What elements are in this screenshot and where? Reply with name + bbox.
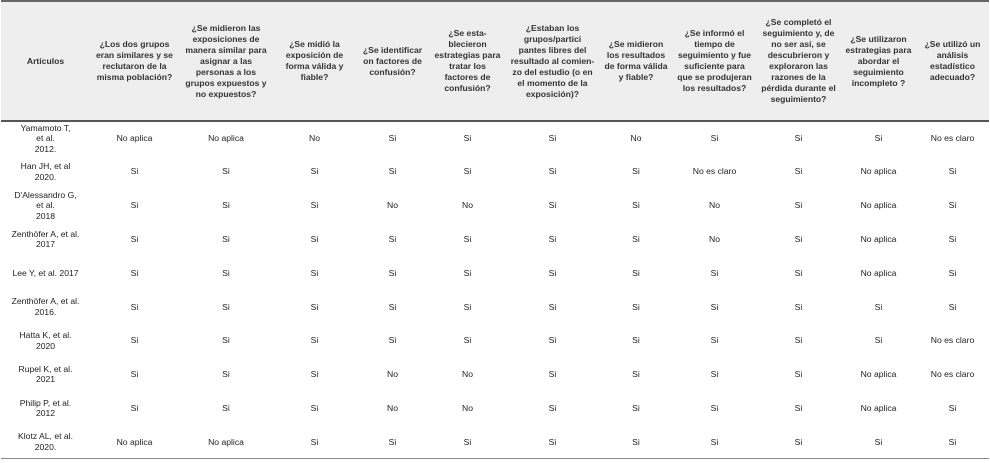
column-header: ¿Se utilizaron estrategias para abordar el seguimiento incompleto ? — [845, 33, 912, 88]
table-row — [1, 290, 989, 324]
column-header: Artículos — [26, 55, 65, 66]
answer-cell: Si — [222, 369, 230, 380]
column-header: ¿Se esta-blecieron estrategias para tratar los factores de confusión? — [434, 28, 501, 93]
answer-cell: Si — [710, 436, 719, 447]
answer-cell: Si — [794, 234, 803, 245]
answer-cell: Si — [632, 200, 640, 211]
answer-cell: Si — [463, 133, 472, 144]
article-cell: Zenthöfer A, et al. 2017 — [11, 228, 80, 250]
column-header: ¿Se completó el seguimiento y, de no ser así, se descubrieron y exploraron las razones de la pérdida durante el seguimiento? — [761, 17, 836, 104]
answer-cell: Si — [710, 267, 719, 278]
table-row — [1, 324, 989, 358]
answer-cell: Si — [632, 369, 640, 380]
answer-cell: Si — [548, 335, 557, 346]
answer-cell: Si — [310, 436, 319, 447]
answer-cell: Si — [794, 166, 803, 177]
answer-cell: No aplica — [860, 403, 897, 414]
column-header: ¿Se midieron los resultados de forma válida y fiable? — [604, 39, 668, 82]
answer-cell: Si — [948, 436, 957, 447]
answer-cell: Si — [130, 234, 139, 245]
table-row — [1, 256, 989, 290]
answer-cell: No es claro — [692, 166, 737, 177]
answer-cell: Si — [310, 200, 319, 211]
answer-cell: No aplica — [860, 200, 897, 211]
answer-cell: Si — [310, 369, 319, 380]
answer-cell: No es claro — [930, 133, 975, 144]
answer-cell: No — [462, 369, 473, 380]
answer-cell: Si — [388, 133, 397, 144]
answer-cell: Si — [388, 335, 397, 346]
answer-cell: Si — [548, 133, 557, 144]
article-cell: Klotz AL, et al. 2020. — [18, 431, 73, 452]
answer-cell: Si — [874, 335, 883, 346]
answer-cell: Si — [794, 200, 803, 211]
answer-cell: Si — [548, 436, 557, 447]
answer-cell: Si — [548, 369, 557, 380]
answer-cell: No aplica — [116, 133, 153, 144]
table-row — [1, 425, 989, 459]
article-cell: Yamamoto T, et al. 2012. — [20, 122, 71, 154]
answer-cell: Si — [130, 335, 139, 346]
answer-cell: Si — [632, 267, 640, 278]
answer-cell: Si — [632, 301, 640, 312]
answer-cell: Si — [130, 301, 139, 312]
answer-cell: Si — [948, 301, 957, 312]
answer-cell: Si — [130, 200, 139, 211]
answer-cell: Si — [710, 335, 719, 346]
answer-cell: Si — [310, 403, 319, 414]
column-header: ¿Se utilizó un análisis estadístico adecuado? — [924, 39, 981, 82]
answer-cell: Si — [222, 200, 230, 211]
answer-cell: No — [709, 200, 720, 211]
answer-cell: Si — [794, 369, 803, 380]
article-cell: D'Alessandro G, et al. 2018 — [14, 189, 77, 221]
answer-cell: No aplica — [860, 369, 897, 380]
answer-cell: Si — [794, 335, 803, 346]
answer-cell: No aplica — [116, 436, 153, 447]
answer-cell: Si — [388, 301, 397, 312]
quality-assessment-table — [1, 0, 989, 459]
answer-cell: Si — [388, 166, 397, 177]
answer-cell: No — [387, 369, 398, 380]
answer-cell: Si — [874, 301, 883, 312]
answer-cell: Si — [222, 234, 230, 245]
answer-cell: Si — [794, 133, 803, 144]
answer-cell: Si — [948, 234, 957, 245]
answer-cell: Si — [463, 267, 472, 278]
table-row — [1, 121, 989, 155]
column-header: ¿Se midieron las exposiciones de manera similar para asignar a las personas a los grupos expuestos y no expuestos? — [185, 22, 267, 99]
answer-cell: Si — [710, 403, 719, 414]
table-row — [1, 189, 989, 223]
article-cell: Zenthöfer A, et al. 2016. — [11, 296, 80, 317]
answer-cell: Si — [463, 335, 472, 346]
answer-cell: Si — [310, 335, 319, 346]
answer-cell: Si — [632, 335, 640, 346]
answer-cell: Si — [548, 403, 557, 414]
answer-cell: No aplica — [860, 166, 897, 177]
answer-cell: Si — [948, 403, 957, 414]
header-row — [1, 1, 989, 121]
answer-cell: Si — [463, 234, 472, 245]
answer-cell: Si — [794, 267, 803, 278]
answer-cell: Si — [463, 301, 472, 312]
answer-cell: Si — [794, 301, 803, 312]
answer-cell: Si — [130, 267, 139, 278]
answer-cell: Si — [310, 166, 319, 177]
answer-cell: No aplica — [208, 133, 244, 144]
answer-cell: Si — [222, 267, 230, 278]
answer-cell: Si — [632, 166, 640, 177]
answer-cell: Si — [222, 335, 230, 346]
article-cell: Han JH, et al 2020. — [20, 161, 71, 182]
answer-cell: No — [387, 200, 398, 211]
table-row — [1, 391, 989, 425]
answer-cell: Si — [548, 267, 557, 278]
answer-cell: Si — [130, 166, 139, 177]
answer-cell: Si — [710, 301, 719, 312]
answer-cell: Si — [948, 267, 957, 278]
answer-cell: No — [630, 133, 642, 144]
answer-cell: Si — [310, 267, 319, 278]
answer-cell: Si — [548, 166, 557, 177]
table-body — [1, 121, 989, 459]
answer-cell: Si — [632, 403, 640, 414]
answer-cell: Si — [463, 436, 472, 447]
table-row — [1, 222, 989, 256]
answer-cell: Si — [632, 234, 640, 245]
article-cell: Rupel K, et al. 2021 — [18, 363, 73, 385]
answer-cell: No aplica — [860, 267, 897, 278]
article-cell: Philip P, et al. 2012 — [19, 397, 72, 419]
column-header: ¿Estaban los grupos/partici pantes libres del resultado al comien-zo del estudio (o en el momento de la exposición)? — [510, 22, 595, 99]
answer-cell: No aplica — [860, 234, 897, 245]
answer-cell: No es claro — [930, 369, 975, 380]
answer-cell: Si — [710, 133, 719, 144]
answer-cell: Si — [388, 436, 397, 447]
answer-cell: No — [462, 403, 473, 414]
answer-cell: Si — [548, 234, 557, 245]
article-cell: Lee Y, et al. 2017 — [12, 267, 79, 278]
answer-cell: Si — [463, 166, 472, 177]
column-header: ¿Se midió la exposición de forma válida y fiable? — [285, 39, 344, 82]
answer-cell: Si — [310, 234, 319, 245]
article-cell: Hatta K, et al. 2020 — [19, 330, 72, 351]
answer-cell: No — [309, 133, 320, 144]
answer-cell: Si — [130, 369, 139, 380]
answer-cell: Si — [632, 436, 640, 447]
answer-cell: Si — [874, 436, 883, 447]
table-row — [1, 358, 989, 392]
answer-cell: No es claro — [930, 335, 975, 346]
answer-cell: Si — [948, 200, 957, 211]
answer-cell: No aplica — [208, 436, 244, 447]
answer-cell: Si — [948, 166, 957, 177]
answer-cell: Si — [794, 436, 803, 447]
answer-cell: Si — [388, 234, 397, 245]
answer-cell: Si — [222, 166, 230, 177]
answer-cell: Si — [548, 200, 557, 211]
answer-cell: Si — [710, 369, 719, 380]
table-row — [1, 155, 989, 189]
answer-cell: Si — [874, 133, 883, 144]
answer-cell: Si — [222, 403, 230, 414]
answer-cell: Si — [548, 301, 557, 312]
answer-cell: Si — [310, 301, 319, 312]
column-header: ¿Se informó el tiempo de seguimiento y fue suficiente para que se produjeran los resultados? — [677, 28, 752, 93]
answer-cell: Si — [794, 403, 803, 414]
answer-cell: Si — [388, 267, 397, 278]
column-header: ¿Se identificar on factores de confusión? — [362, 44, 423, 77]
answer-cell: No — [709, 234, 720, 245]
answer-cell: Si — [130, 403, 139, 414]
answer-cell: No — [462, 200, 473, 211]
answer-cell: Si — [222, 301, 230, 312]
column-header: ¿Los dos grupos eran similares y se reclutaron de la misma población? — [96, 39, 173, 82]
answer-cell: No — [387, 403, 398, 414]
